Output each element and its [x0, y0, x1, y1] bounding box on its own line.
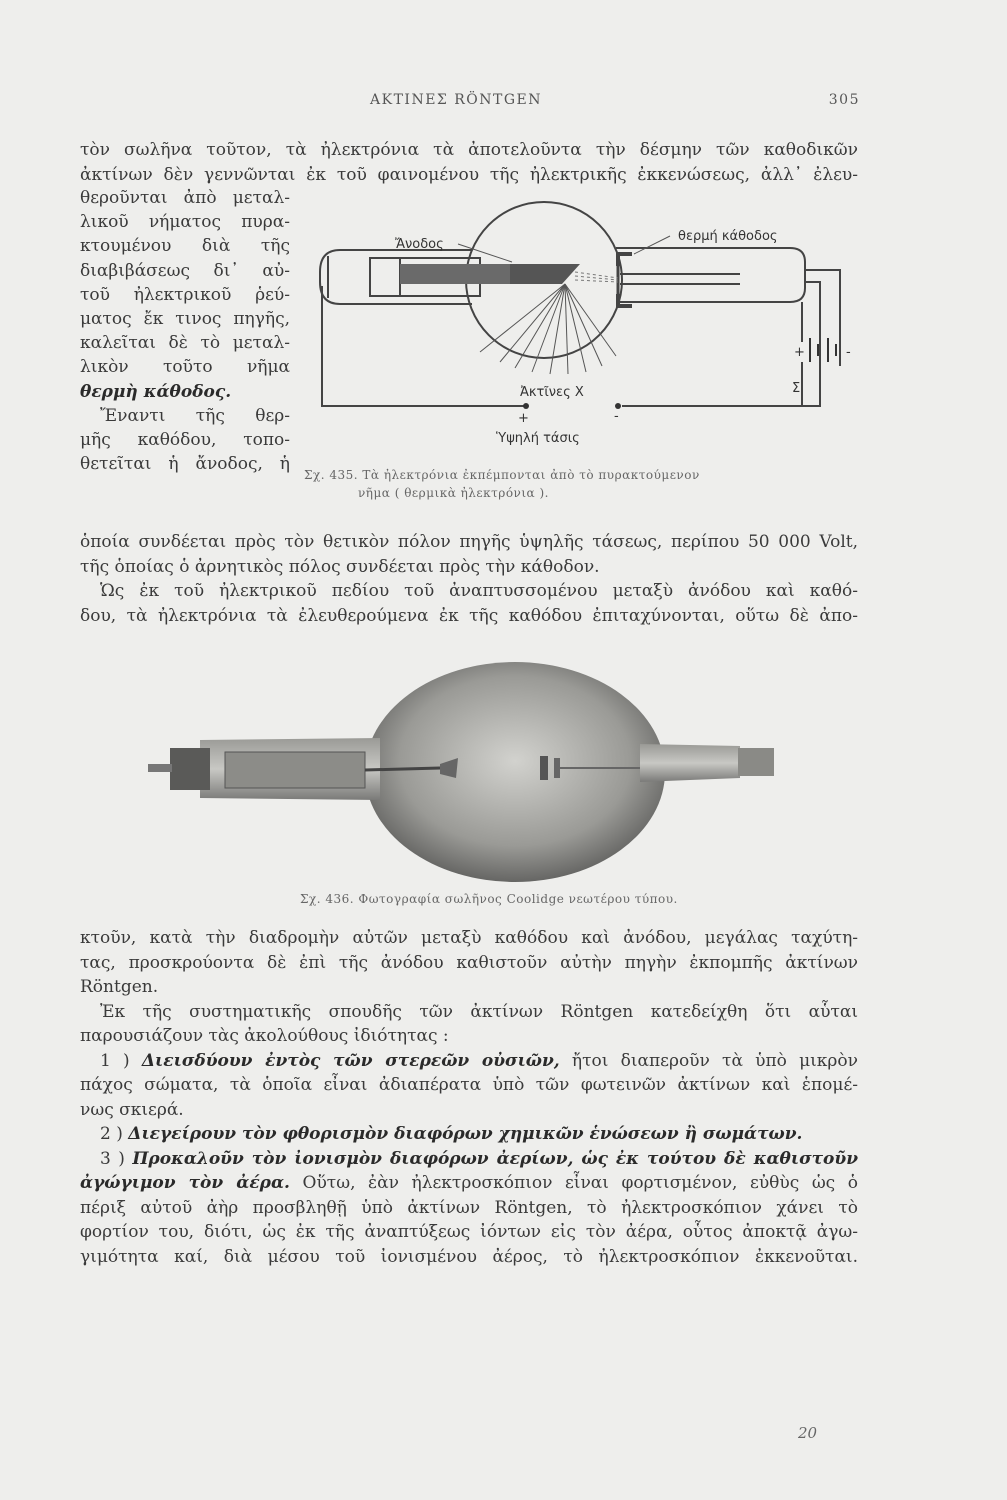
text-line: νως σκιερά. [80, 1099, 184, 1120]
list-item-2 [80, 1122, 858, 1147]
battery-plus-sign: + [794, 345, 805, 360]
item-bold: Προκαλοῦν τὸν ἰονισμὸν διαφόρων ἀερίων, ὡς ἐκ τούτου δὲ καθιστοῦν [132, 1148, 858, 1169]
item-bold: ἀγώγιμον τὸν ἀέρα. [80, 1173, 290, 1193]
paragraph-acceleration [80, 926, 858, 1269]
text-line: διαβιβάσεως δι᾽ αὐ- [80, 260, 290, 281]
caption-line: νῆμα ( θερμικὰ ἠλεκτρόνια ). [358, 486, 549, 500]
text-line: Ἐκ τῆς συστηματικῆς σπουδῆς τῶν ἀκτίνων Röntgen κατεδείχθη ὅτι αὗται [100, 1001, 858, 1022]
battery-minus-sign: - [846, 345, 851, 360]
header-page-number: 305 [828, 92, 860, 108]
term-hot-cathode: θερμὴ κάθοδος. [80, 381, 232, 402]
text-line: φορτίον του, διότι, ὡς ἐκ τῆς ἀναπτύξεως ἰόντων εἰς τὸν ἀέρα, οὗτος ἀποκτᾷ ἀγω- [80, 1222, 858, 1242]
battery [810, 338, 836, 362]
figure-435-caption [304, 466, 700, 502]
anode [400, 264, 580, 284]
text-line: παρουσιάζουν τὰς ἀκολούθους ἰδιότητας : [80, 1026, 449, 1046]
xray-tube-diagram [300, 192, 860, 462]
left-cap [170, 748, 210, 790]
narrow-column [80, 186, 290, 476]
text-line: θετεῖται ἡ ἄνοδος, ἡ [80, 454, 290, 475]
text-line: ματος ἔκ τινος πηγῆς, [80, 309, 290, 330]
anode-rod [365, 768, 440, 770]
text-line: δου, τὰ ἠλεκτρόνια τὰ ἐλευθερούμενα ἐκ τῆς καθόδου ἐπιταχύνονται, οὕτω δὲ ἀπο- [80, 605, 858, 626]
text-line: πάχος σώματα, τὰ ὁποῖα εἶναι ἀδιαπέρατα ὑπὸ τῶν φωτεινῶν ἀκτίνων καὶ ἑπομέ- [80, 1075, 858, 1095]
x-rays [480, 284, 616, 374]
terminal-plus [523, 403, 529, 409]
text-line: πέριξ αὐτοῦ ἀὴρ προσβληθῇ ὑπὸ ἀκτίνων Röntgen, τὸ ἠλεκτροσκόπιον χάνει τὸ [80, 1197, 858, 1218]
cathode-label: θερμή κάθοδος [678, 229, 778, 244]
text-line: κτοῦν, κατὰ τὴν διαδρομὴν αὐτῶν μεταξὺ καθόδου καὶ ἀνόδου, μεγάλας ταχύτη- [80, 928, 858, 948]
text-line: Ἔναντι τῆς θερ- [100, 405, 290, 426]
item-text: ἤτοι διαπεροῦν τὰ ὑπὸ μικρὸν [571, 1050, 858, 1071]
list-item-1 [80, 1049, 858, 1074]
text-line: λικοῦ νήματος πυρα- [80, 212, 290, 233]
item-bold: Διεγείρουν τὸν φθορισμὸν διαφόρων χημικῶν ἑνώσεων ἢ σωμάτων. [128, 1124, 803, 1144]
text-line: γιμότητα καί, διὰ μέσου τοῦ ἰονισμένου ἀέρος, τὸ ἠλεκτροσκόπιον ἐκκενοῦται. [80, 1246, 858, 1267]
text-line: μῆς καθόδου, τοπο- [80, 430, 290, 451]
text-line: Röntgen. [80, 977, 159, 997]
text-line: θεροῦνται ἀπὸ μεταλ- [80, 188, 290, 208]
item-text: Οὕτω, ἐὰν ἠλεκτροσκόπιον εἶναι φορτισμένον, εὐθὺς ὡς ὁ [302, 1173, 858, 1193]
voltage-label: Ὑψηλή τάσις [496, 431, 580, 446]
list-item-3 [80, 1147, 858, 1172]
text-line: τας, προσκρούοντα δὲ ἐπὶ τῆς ἀνόδου καθιστοῦν αὐτὴν πηγὴν ἐκπομπῆς ἀκτίνων [80, 952, 858, 973]
text-line: τὸν σωλῆνα τοῦτον, τὰ ἠλεκτρόνια τὰ ἀποτελοῦντα τὴν δέσμην τῶν καθοδικῶν [80, 140, 858, 160]
item-number: 3 ) [100, 1148, 125, 1169]
item-number: 2 ) [100, 1124, 123, 1144]
text-line: καλεῖται δὲ τὸ μεταλ- [80, 333, 290, 354]
caption-line: Σχ. 435. Τὰ ἠλεκτρόνια ἐκπέμπονται ἀπὸ τὸ πυρακτούμενον [304, 468, 700, 482]
text-line [80, 1171, 858, 1196]
paragraph-anode [80, 530, 858, 628]
text-line: λικὸν τοῦτο νῆμα [80, 357, 290, 378]
item-number: 1 ) [100, 1050, 130, 1071]
item-bold: Διεισδύουν ἐντὸς τῶν στερεῶν οὐσιῶν, [141, 1050, 560, 1071]
minus-sign: - [614, 409, 619, 424]
hot-cathode [618, 254, 740, 306]
text-line: ὁποία συνδέεται πρὸς τὸν θετικὸν πόλον πηγῆς ὑψηλῆς τάσεως, περίπου 50 000 Volt, [80, 532, 858, 552]
right-neck [640, 744, 740, 782]
right-cap [738, 748, 774, 776]
signature-number: 20 [798, 1424, 818, 1442]
xrays-label: Ἀκτῖνες Χ [520, 385, 584, 400]
figure-436-caption: Σχ. 436. Φωτογραφία σωλῆνος Coolidge νεωτέρου τύπου. [300, 892, 678, 906]
paragraph-intro [80, 138, 858, 187]
text-line: Ὡς ἐκ τοῦ ἠλεκτρικοῦ πεδίου τοῦ ἀναπτυσσομένου μεταξὺ ἀνόδου καὶ καθό- [100, 581, 858, 601]
text-line: τῆς ὁποίας ὁ ἀρνητικὸς πόλος συνδέεται πρὸς τὴν κάθοδον. [80, 556, 600, 577]
plus-sign: + [518, 411, 529, 426]
text-line: ἀκτίνων δὲν γεννῶνται ἐκ τοῦ φαινομένου τῆς ἠλεκτρικῆς ἐκκενώσεως, ἀλλ᾽ ἐλευ- [80, 164, 858, 185]
anode-label: Ἄνοδος [395, 237, 444, 252]
header-title: ΑΚΤΙΝΕΣ RÖNTGEN [370, 92, 543, 108]
coolidge-tube-photo [140, 660, 790, 890]
text-line: τοῦ ἠλεκτρικοῦ ῥεύ- [80, 284, 290, 305]
text-line: κτουμένου διὰ τῆς [80, 236, 290, 257]
glass-bulb [365, 662, 665, 882]
battery-label: Σ [792, 381, 801, 396]
